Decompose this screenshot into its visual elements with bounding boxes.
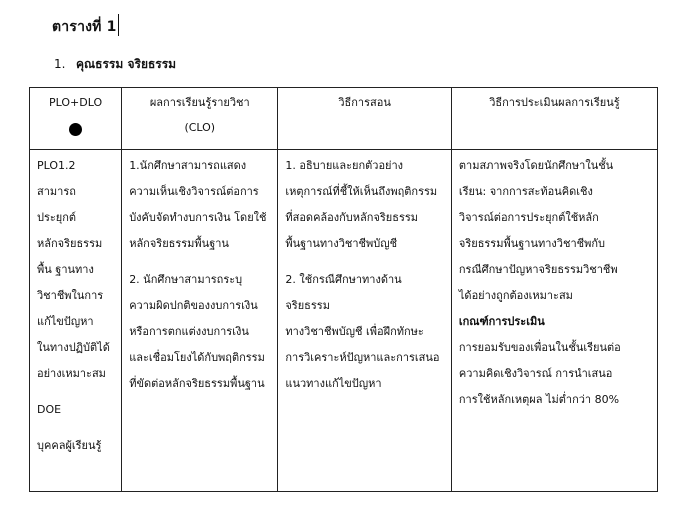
clo-line: หลักจริยธรรมพื้นฐาน	[129, 237, 229, 250]
header-plo-dlo	[30, 88, 122, 150]
method-line: ทางวิชาชีพบัญชี เพื่อฝึกทักษะ	[285, 325, 424, 338]
clo-line: 2. นักศึกษาสามารถระบุ	[129, 273, 243, 286]
header-teaching-method-label: วิธีการสอน	[338, 96, 391, 109]
header-plo-dlo-label: PLO+DLO	[49, 96, 103, 109]
clo-line: ความเห็นเชิงวิจารณ์ต่อการ	[129, 185, 259, 198]
cell-plo	[30, 150, 122, 492]
table-header-row	[30, 88, 658, 150]
clo-line: ที่ขัดต่อหลักจริยธรรมพื้นฐาน	[129, 377, 265, 390]
document-title-text: ตารางที่ 1	[52, 19, 117, 35]
method-line: แนวทางแก้ไขปัญหา	[285, 377, 382, 390]
plo-line: วิชาชีพในการ	[37, 289, 104, 302]
clo-line: ความผิดปกติของงบการเงิน	[129, 299, 258, 312]
section-number: 1.	[54, 57, 66, 71]
section-title: คุณธรรม จริยธรรม	[76, 57, 177, 71]
method-line: 2. ใช้กรณีศึกษาทางด้านจริยธรรม	[285, 273, 402, 312]
method-line: ที่สอดคล้องกับหลักจริยธรรม	[285, 211, 419, 224]
cell-evaluation-method	[451, 150, 657, 492]
method-line: พื้นฐานทางวิชาชีพบัญชี	[285, 237, 398, 250]
eval-line: วิจารณ์ต่อการประยุกต์ใช้หลัก	[458, 211, 599, 224]
cell-teaching-method	[278, 150, 452, 492]
method-line: 1. อธิบายและยกตัวอย่าง	[285, 159, 404, 172]
plo-line: แก้ไขปัญหา	[37, 315, 94, 328]
plo-line: หลักจริยธรรม	[37, 237, 103, 250]
table-row	[30, 150, 658, 492]
criteria-line: การยอมรับของเพื่อนในชั้นเรียนต่อ	[458, 341, 621, 354]
eval-line: เรียน: จากการสะท้อนคิดเชิง	[458, 185, 593, 198]
criteria-label: เกณฑ์การประเมิน	[458, 315, 545, 328]
clo-line: และเชื่อมโยงได้กับพฤติกรรม	[129, 351, 265, 364]
cell-clo	[122, 150, 278, 492]
spacer	[285, 257, 444, 267]
eval-line: ได้อย่างถูกต้องเหมาะสม	[458, 289, 573, 302]
criteria-line: ความคิดเชิงวิจารณ์ การนำเสนอ	[458, 367, 613, 380]
document-title	[52, 14, 119, 38]
bullet-icon	[69, 123, 82, 136]
eval-line: กรณีศึกษาปัญหาจริยธรรมวิชาชีพ	[458, 263, 618, 276]
criteria-line: การใช้หลักเหตุผล ไม่ต่ำกว่า 80%	[458, 393, 620, 406]
doe-label: DOE	[37, 403, 62, 416]
header-evaluation-method	[451, 88, 657, 150]
plo-line: อย่างเหมาะสม	[37, 367, 106, 380]
learning-outcomes-table	[29, 87, 658, 492]
header-clo-label: ผลการเรียนรู้รายวิชา	[149, 96, 250, 109]
header-evaluation-method-label: วิธีการประเมินผลการเรียนรู้	[489, 96, 620, 109]
plo-line: PLO1.2	[37, 159, 76, 172]
plo-line: พื้น ฐานทาง	[37, 263, 94, 276]
doe-text: บุคคลผู้เรียนรู้	[37, 439, 102, 452]
method-line: เหตุการณ์ที่ชี้ให้เห็นถึงพฤติกรรม	[285, 185, 438, 198]
header-teaching-method	[278, 88, 452, 150]
plo-line: ในทางปฏิบัติได้	[37, 341, 110, 354]
eval-line: จริยธรรมพื้นฐานทางวิชาชีพกับ	[458, 237, 605, 250]
spacer	[37, 387, 114, 397]
header-clo	[122, 88, 278, 150]
method-line: การวิเคราะห์ปัญหาและการเสนอ	[285, 351, 440, 364]
plo-line: สามารถประยุกต์	[37, 185, 77, 224]
spacer	[129, 257, 270, 267]
header-clo-sub: (CLO)	[184, 121, 216, 134]
clo-line: 1.นักศึกษาสามารถแสดง	[129, 159, 247, 172]
section-heading	[54, 55, 176, 74]
clo-line: หรือการตกแต่งงบการเงิน	[129, 325, 249, 338]
text-cursor	[118, 14, 119, 36]
eval-line: ตามสภาพจริงโดยนักศึกษาในชั้น	[458, 159, 614, 172]
clo-line: บังคับจัดทำงบการเงิน โดยใช้	[129, 211, 267, 224]
spacer	[37, 423, 114, 433]
